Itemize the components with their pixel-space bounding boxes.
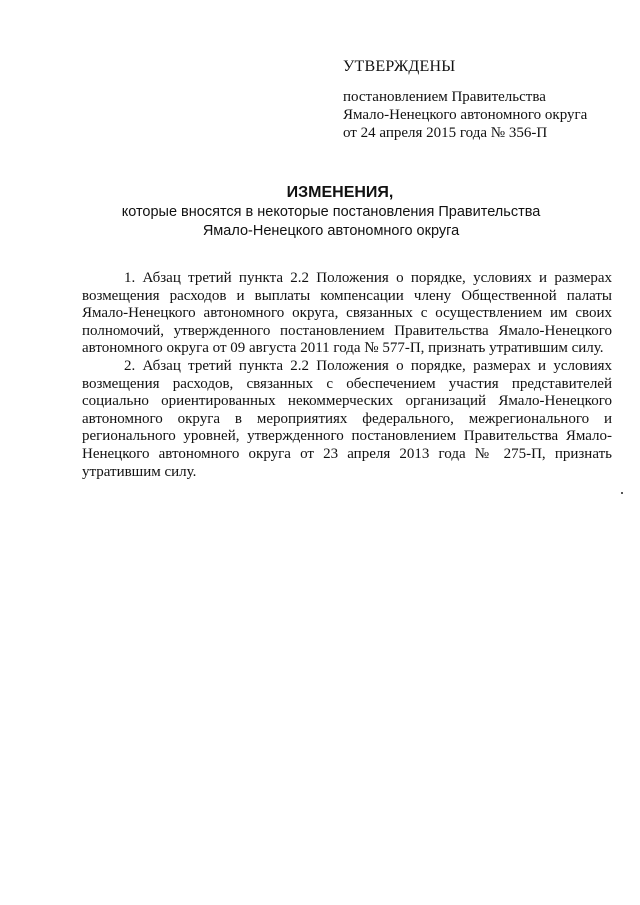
document-title-block bbox=[0, 183, 640, 241]
paragraph-2-line: утратившим силу. bbox=[82, 463, 197, 480]
approval-line-resolution: постановлением Правительства bbox=[343, 89, 546, 105]
document-subtitle-line-2: Ямало-Ненецкого автономного округа bbox=[202, 223, 460, 239]
approval-line-region: Ямало-Ненецкого автономного округа bbox=[343, 107, 588, 123]
paragraph-1-line: 1. Абзац третий пункта 2.2 Положения о порядке, условиях и размерах bbox=[124, 270, 612, 286]
paragraph-1-line: полномочий, утвержденного постановлением Правительства Ямало-Ненецкого bbox=[82, 322, 612, 339]
paragraph-2-line: 2. Абзац третий пункта 2.2 Положения о порядке, размерах и условиях bbox=[124, 357, 612, 374]
paragraph-1-line: Ямало-Ненецкого автономного округа, связанных с осуществлением им своих bbox=[82, 305, 612, 322]
approved-label: УТВЕРЖДЕНЫ bbox=[343, 58, 456, 75]
document-subtitle-line-1: которые вносятся в некоторые постановления Правительства bbox=[121, 204, 541, 220]
document-title: ИЗМЕНЕНИЯ, bbox=[286, 184, 394, 201]
paragraph-2-line: социально ориентированных некоммерческих организаций Ямало-Ненецкого bbox=[82, 393, 612, 410]
paragraph-1-line: автономного округа от 09 августа 2011 года № 577-П, признать утратившим силу. bbox=[82, 340, 604, 357]
paragraph-2-line: возмещения расходов, связанных с обеспечением участия представителей bbox=[82, 375, 612, 392]
scan-speck bbox=[621, 492, 623, 494]
paragraph-2-line: регионального уровней, утвержденного постановлением Правительства Ямало- bbox=[82, 428, 612, 445]
paragraph-2 bbox=[82, 358, 612, 481]
document-body bbox=[82, 270, 612, 481]
paragraph-1-line: возмещения расходов и выплаты компенсации члену Общественной палаты bbox=[82, 287, 612, 304]
approval-line-date-number: от 24 апреля 2015 года № 356-П bbox=[343, 125, 548, 141]
paragraph-2-line: автономного округа в мероприятиях федерального, межрегионального и bbox=[82, 410, 612, 427]
paragraph-2-line: Ненецкого автономного округа от 23 апреля 2013 года № 275-П, признать bbox=[82, 445, 612, 462]
paragraph-1 bbox=[82, 270, 612, 358]
approval-stamp-block bbox=[343, 58, 623, 142]
